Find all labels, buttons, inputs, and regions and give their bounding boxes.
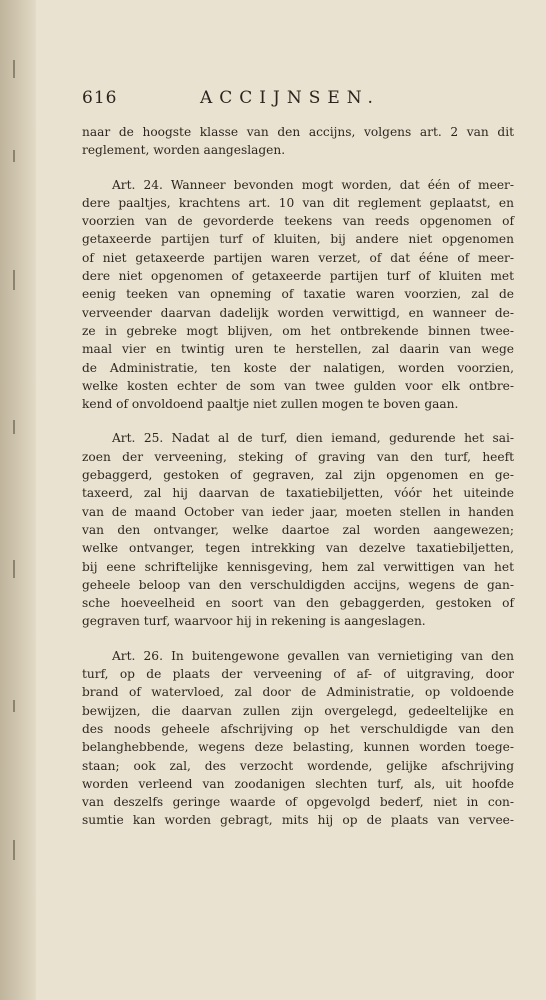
article-25-paragraph xyxy=(82,429,514,630)
text-line: Art. 25. Nadat al de turf, dien iemand, gedurende het sai- xyxy=(112,431,514,446)
continuation-block xyxy=(82,123,514,160)
text-line: worden verleend van zoodanigen slechten turf, als, uit hoofde xyxy=(82,776,514,791)
text-line: ze in gebreke mogt blijven, om het ontbrekende binnen twee- xyxy=(82,323,514,338)
text-line: van deszelfs geringe waarde of opgevolgd bederf, niet in con- xyxy=(82,795,514,810)
text-line: of niet getaxeerde partijen waren verzet, of dat ééne of meer- xyxy=(82,250,514,265)
text-line: bewijzen, die daarvan zullen zijn overgelegd, gedeeltelijke en xyxy=(82,703,514,718)
text-line: van den ontvanger, welke daartoe zal worden aangewezen; xyxy=(82,522,514,537)
page-number: 616 xyxy=(82,88,118,108)
text-line: des noods geheele afschrijving op het verschuldigde van den xyxy=(82,721,514,736)
text-line: kend of onvoldoend paaltje niet zullen mogen te boven gaan. xyxy=(82,397,459,412)
text-line: Art. 26. In buitengewone gevallen van vernietiging van den xyxy=(112,648,514,663)
text-line: getaxeerde partijen turf of kluiten, bij andere niet opgenomen xyxy=(82,232,514,247)
text-line: brand of watervloed, zal door de Administratie, op voldoende xyxy=(82,685,514,700)
page-header xyxy=(82,88,462,112)
text-line: Art. 24. Wanneer bevonden mogt worden, dat één of meer- xyxy=(112,177,514,192)
book-spine-margin xyxy=(0,0,36,1000)
text-line: welke kosten echter de som van twee gulden voor elk ontbre- xyxy=(82,378,514,393)
text-line: taxeerd, zal hij daarvan de taxatiebiljetten, vóór het uiteinde xyxy=(82,486,514,501)
text-line: welke ontvanger, tegen intrekking van dezelve taxatiebiljetten, xyxy=(82,541,514,556)
text-line: bij eene schriftelijke kennisgeving, hem zal verwittigen van het xyxy=(82,559,514,574)
running-title: ACCIJNSEN. xyxy=(200,88,380,108)
article-24-paragraph xyxy=(82,176,514,414)
text-line: turf, op de plaats der verveening of af- of uitgraving, door xyxy=(82,667,514,682)
text-line: eenig teeken van opneming of taxatie waren voorzien, zal de xyxy=(82,287,514,302)
text-line: reglement, worden aangeslagen. xyxy=(82,143,286,158)
text-line: belanghebbende, wegens deze belasting, kunnen worden toege- xyxy=(82,740,514,755)
text-line: van de maand October van ieder jaar, moeten stellen in handen xyxy=(82,504,514,519)
text-line: voorzien van de gevorderde teekens van reeds opgenomen of xyxy=(82,214,514,229)
text-line: gebaggerd, gestoken of gegraven, zal zijn opgenomen en ge- xyxy=(82,468,514,483)
article-26-paragraph xyxy=(82,647,514,830)
text-line: dere niet opgenomen of getaxeerde partijen turf of kluiten met xyxy=(82,269,514,284)
text-line: naar de hoogste klasse van den accijns, volgens art. 2 van dit xyxy=(82,125,514,139)
text-line: gegraven turf, waarvoor hij in rekening is aangeslagen. xyxy=(82,614,426,629)
text-line: sche hoeveelheid en soort van den gebaggerden, gestoken of xyxy=(82,596,514,611)
body-text xyxy=(82,123,514,830)
text-line: dere paaltjes, krachtens art. 10 van dit reglement geplaatst, en xyxy=(82,195,514,210)
text-line: zoen der verveening, steking of graving van den turf, heeft xyxy=(82,449,514,464)
text-line: geheele beloop van den verschuldigden accijns, wegens de gan- xyxy=(82,577,514,592)
text-line: staan; ook zal, des verzocht wordende, gelijke afschrijving xyxy=(82,758,514,773)
text-line: sumtie kan worden gebragt, mits hij op de plaats van verveе- xyxy=(82,813,514,828)
text-line: maal vier en twintig uren te herstellen, zal daarin van wege xyxy=(82,342,514,357)
text-line: verveender daarvan dadelijk worden verwittigd, en wanneer de- xyxy=(82,305,514,320)
text-line: de Administratie, ten koste der nalatigen, worden voorzien, xyxy=(82,360,514,375)
